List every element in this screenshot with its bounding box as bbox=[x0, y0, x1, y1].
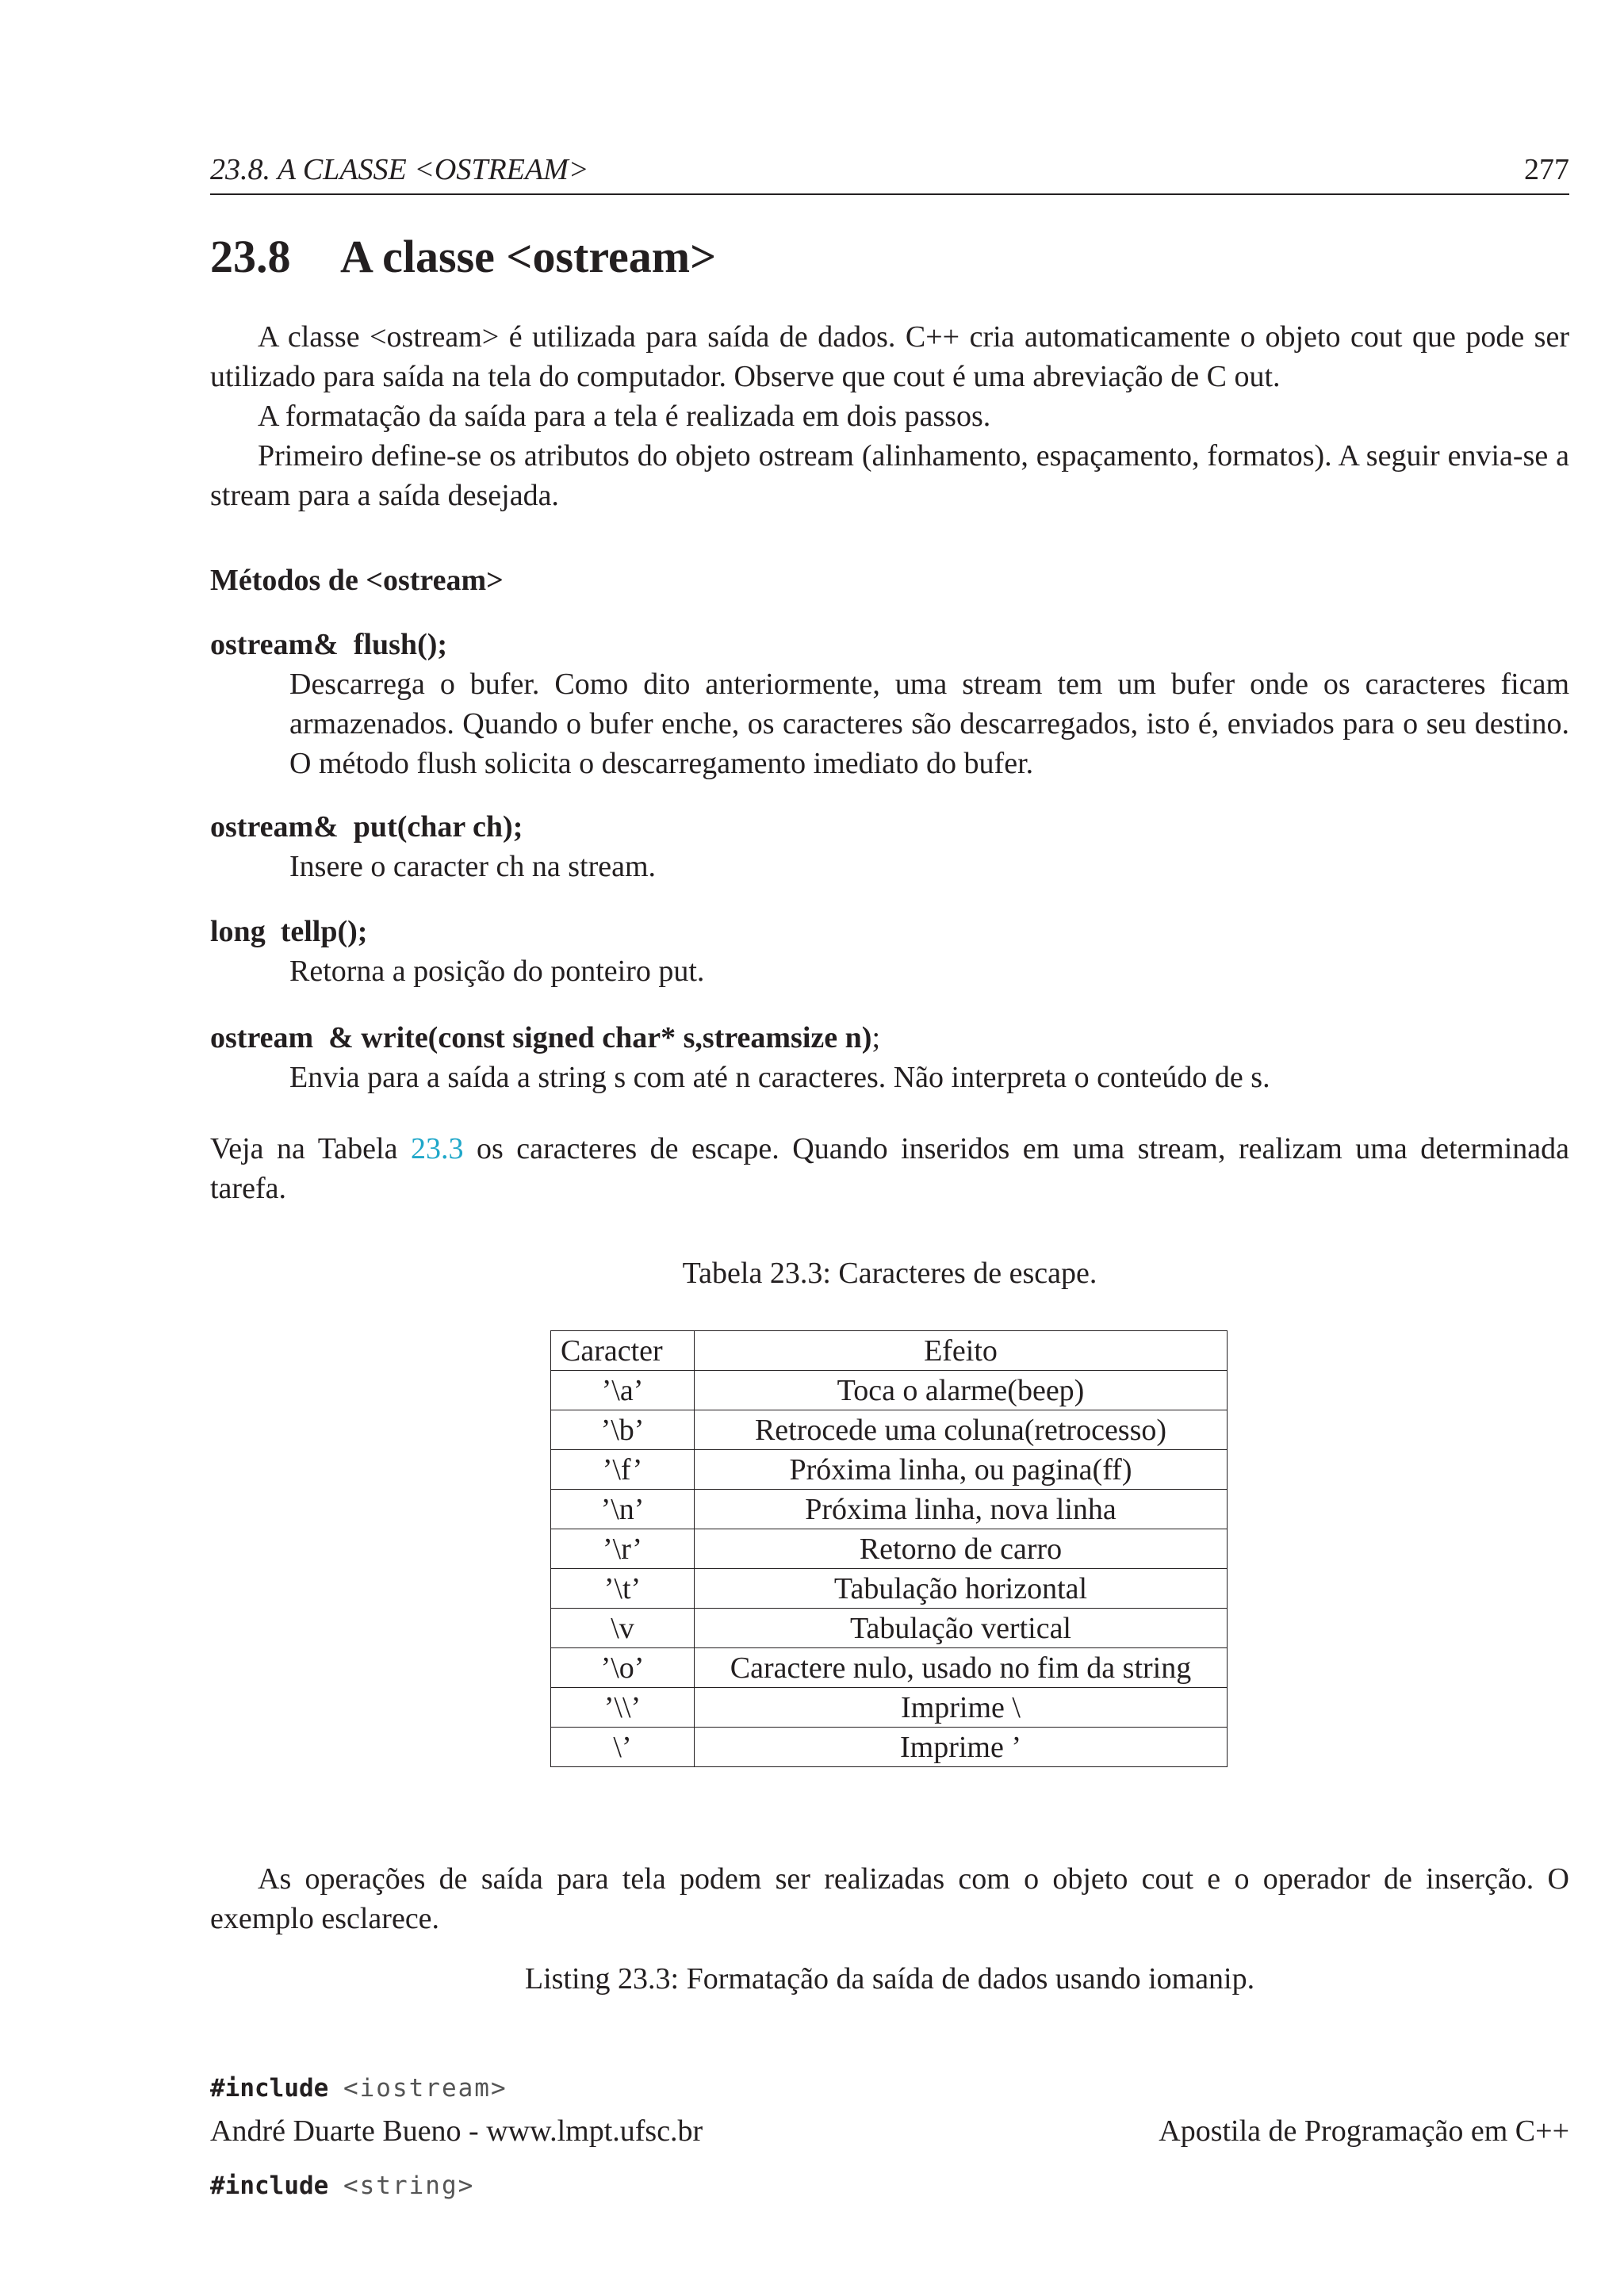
footer-author: André Duarte Bueno - www.lmpt.ufsc.br bbox=[210, 2114, 703, 2148]
effect-cell: Retorno de carro bbox=[695, 1529, 1228, 1569]
escape-characters-table bbox=[550, 1330, 1228, 1767]
output-paragraph: As operações de saída para tela podem ser realizadas com o objeto cout e o operador de inserção. O exemplo esclarece. bbox=[210, 1862, 1569, 1935]
effect-cell: Imprime ’ bbox=[695, 1728, 1228, 1767]
method-flush bbox=[210, 625, 1569, 783]
table-row bbox=[551, 1371, 1228, 1410]
escape-sequence-cell: ’\o’ bbox=[551, 1648, 695, 1688]
intro-paragraph-1: A classe <ostream> é utilizada para saída de dados. C++ cria automaticamente o objeto cout que pode ser utilizado para saída na tela do computador. Observe que cout é uma abreviação de C out. bbox=[210, 320, 1569, 393]
listing-caption: Listing 23.3: Formatação da saída de dados usando iomanip. bbox=[524, 1962, 1255, 1996]
table-row bbox=[551, 1728, 1228, 1767]
intro-paragraph-3: Primeiro define-se os atributos do objeto ostream (alinhamento, espaçamento, formatos). A seguir envia-se a stream para a saída desejada. bbox=[210, 439, 1569, 512]
code-line: #include <string> bbox=[210, 2172, 475, 2200]
method-signature: ostream& put(char ch); bbox=[210, 810, 523, 844]
footer-book-title: Apostila de Programação em C++ bbox=[1159, 2114, 1569, 2148]
escape-sequence-cell: ’\r’ bbox=[551, 1529, 695, 1569]
effect-cell: Caractere nulo, usado no fim da string bbox=[695, 1648, 1228, 1688]
method-description: Descarrega o bufer. Como dito anteriormente, uma stream tem um bufer onde os caracteres ficam armazenados. Quando o bufer enche, os caracteres são descarregados, isto é, enviados para o seu destino. O método flush solicita o descarregamento imediato do bufer. bbox=[289, 668, 1569, 780]
section-number: 23.8 bbox=[210, 231, 291, 282]
page-number: 277 bbox=[1524, 153, 1569, 186]
escape-paragraph: Veja na Tabela 23.3 os caracteres de escape. Quando inseridos em uma stream, realizam uma determinada tarefa. bbox=[210, 1132, 1569, 1205]
table-reference-link[interactable]: 23.3 bbox=[410, 1132, 464, 1165]
code-line: #include <iostream> bbox=[210, 2074, 508, 2103]
method-write: ostream & write(const signed char* s,streamsize n); Envia para a saída a string s com até n caracteres. Não interpreta o conteúdo de s. bbox=[210, 1018, 1569, 1097]
column-header: Efeito bbox=[695, 1331, 1228, 1371]
table-row bbox=[551, 1569, 1228, 1609]
section-title: A classe <ostream> bbox=[340, 231, 717, 282]
method-signature: long tellp(); bbox=[210, 915, 368, 948]
effect-cell: Tabulação vertical bbox=[695, 1609, 1228, 1648]
intro-paragraph-2: A formatação da saída para a tela é realizada em dois passos. bbox=[258, 400, 991, 433]
escape-sequence-cell: \v bbox=[551, 1609, 695, 1648]
method-put bbox=[210, 807, 1569, 886]
method-description: Retorna a posição do ponteiro put. bbox=[289, 955, 705, 988]
method-description: Insere o caracter ch na stream. bbox=[289, 850, 657, 883]
escape-sequence-cell: ’\n’ bbox=[551, 1490, 695, 1529]
effect-cell: Próxima linha, nova linha bbox=[695, 1490, 1228, 1529]
effect-cell: Imprime \ bbox=[695, 1688, 1228, 1728]
table-header-row bbox=[551, 1331, 1228, 1371]
effect-cell: Retrocede uma coluna(retrocesso) bbox=[695, 1410, 1228, 1450]
methods-heading: Métodos de <ostream> bbox=[210, 564, 504, 597]
running-header bbox=[210, 149, 1569, 195]
section-heading bbox=[210, 230, 716, 283]
method-description: Envia para a saída a string s com até n caracteres. Não interpreta o conteúdo de s. bbox=[289, 1061, 1270, 1094]
escape-sequence-cell: ’\f’ bbox=[551, 1450, 695, 1490]
running-title: 23.8. A CLASSE <OSTREAM> bbox=[210, 153, 589, 186]
table-row bbox=[551, 1609, 1228, 1648]
method-signature: ostream & write(const signed char* s,streamsize n) bbox=[210, 1021, 872, 1054]
escape-sequence-cell: ’\\’ bbox=[551, 1688, 695, 1728]
table-row bbox=[551, 1490, 1228, 1529]
effect-cell: Toca o alarme(beep) bbox=[695, 1371, 1228, 1410]
column-header: Caracter bbox=[551, 1331, 695, 1371]
method-tellp bbox=[210, 912, 1569, 991]
effect-cell: Próxima linha, ou pagina(ff) bbox=[695, 1450, 1228, 1490]
table-row bbox=[551, 1688, 1228, 1728]
escape-sequence-cell: ’\t’ bbox=[551, 1569, 695, 1609]
table-row bbox=[551, 1648, 1228, 1688]
escape-sequence-cell: ’\a’ bbox=[551, 1371, 695, 1410]
table-row bbox=[551, 1410, 1228, 1450]
method-signature: ostream& flush(); bbox=[210, 628, 448, 661]
table-row bbox=[551, 1450, 1228, 1490]
table-caption: Tabela 23.3: Caracteres de escape. bbox=[682, 1257, 1097, 1290]
escape-sequence-cell: \’ bbox=[551, 1728, 695, 1767]
effect-cell: Tabulação horizontal bbox=[695, 1569, 1228, 1609]
escape-sequence-cell: ’\b’ bbox=[551, 1410, 695, 1450]
table-row bbox=[551, 1529, 1228, 1569]
